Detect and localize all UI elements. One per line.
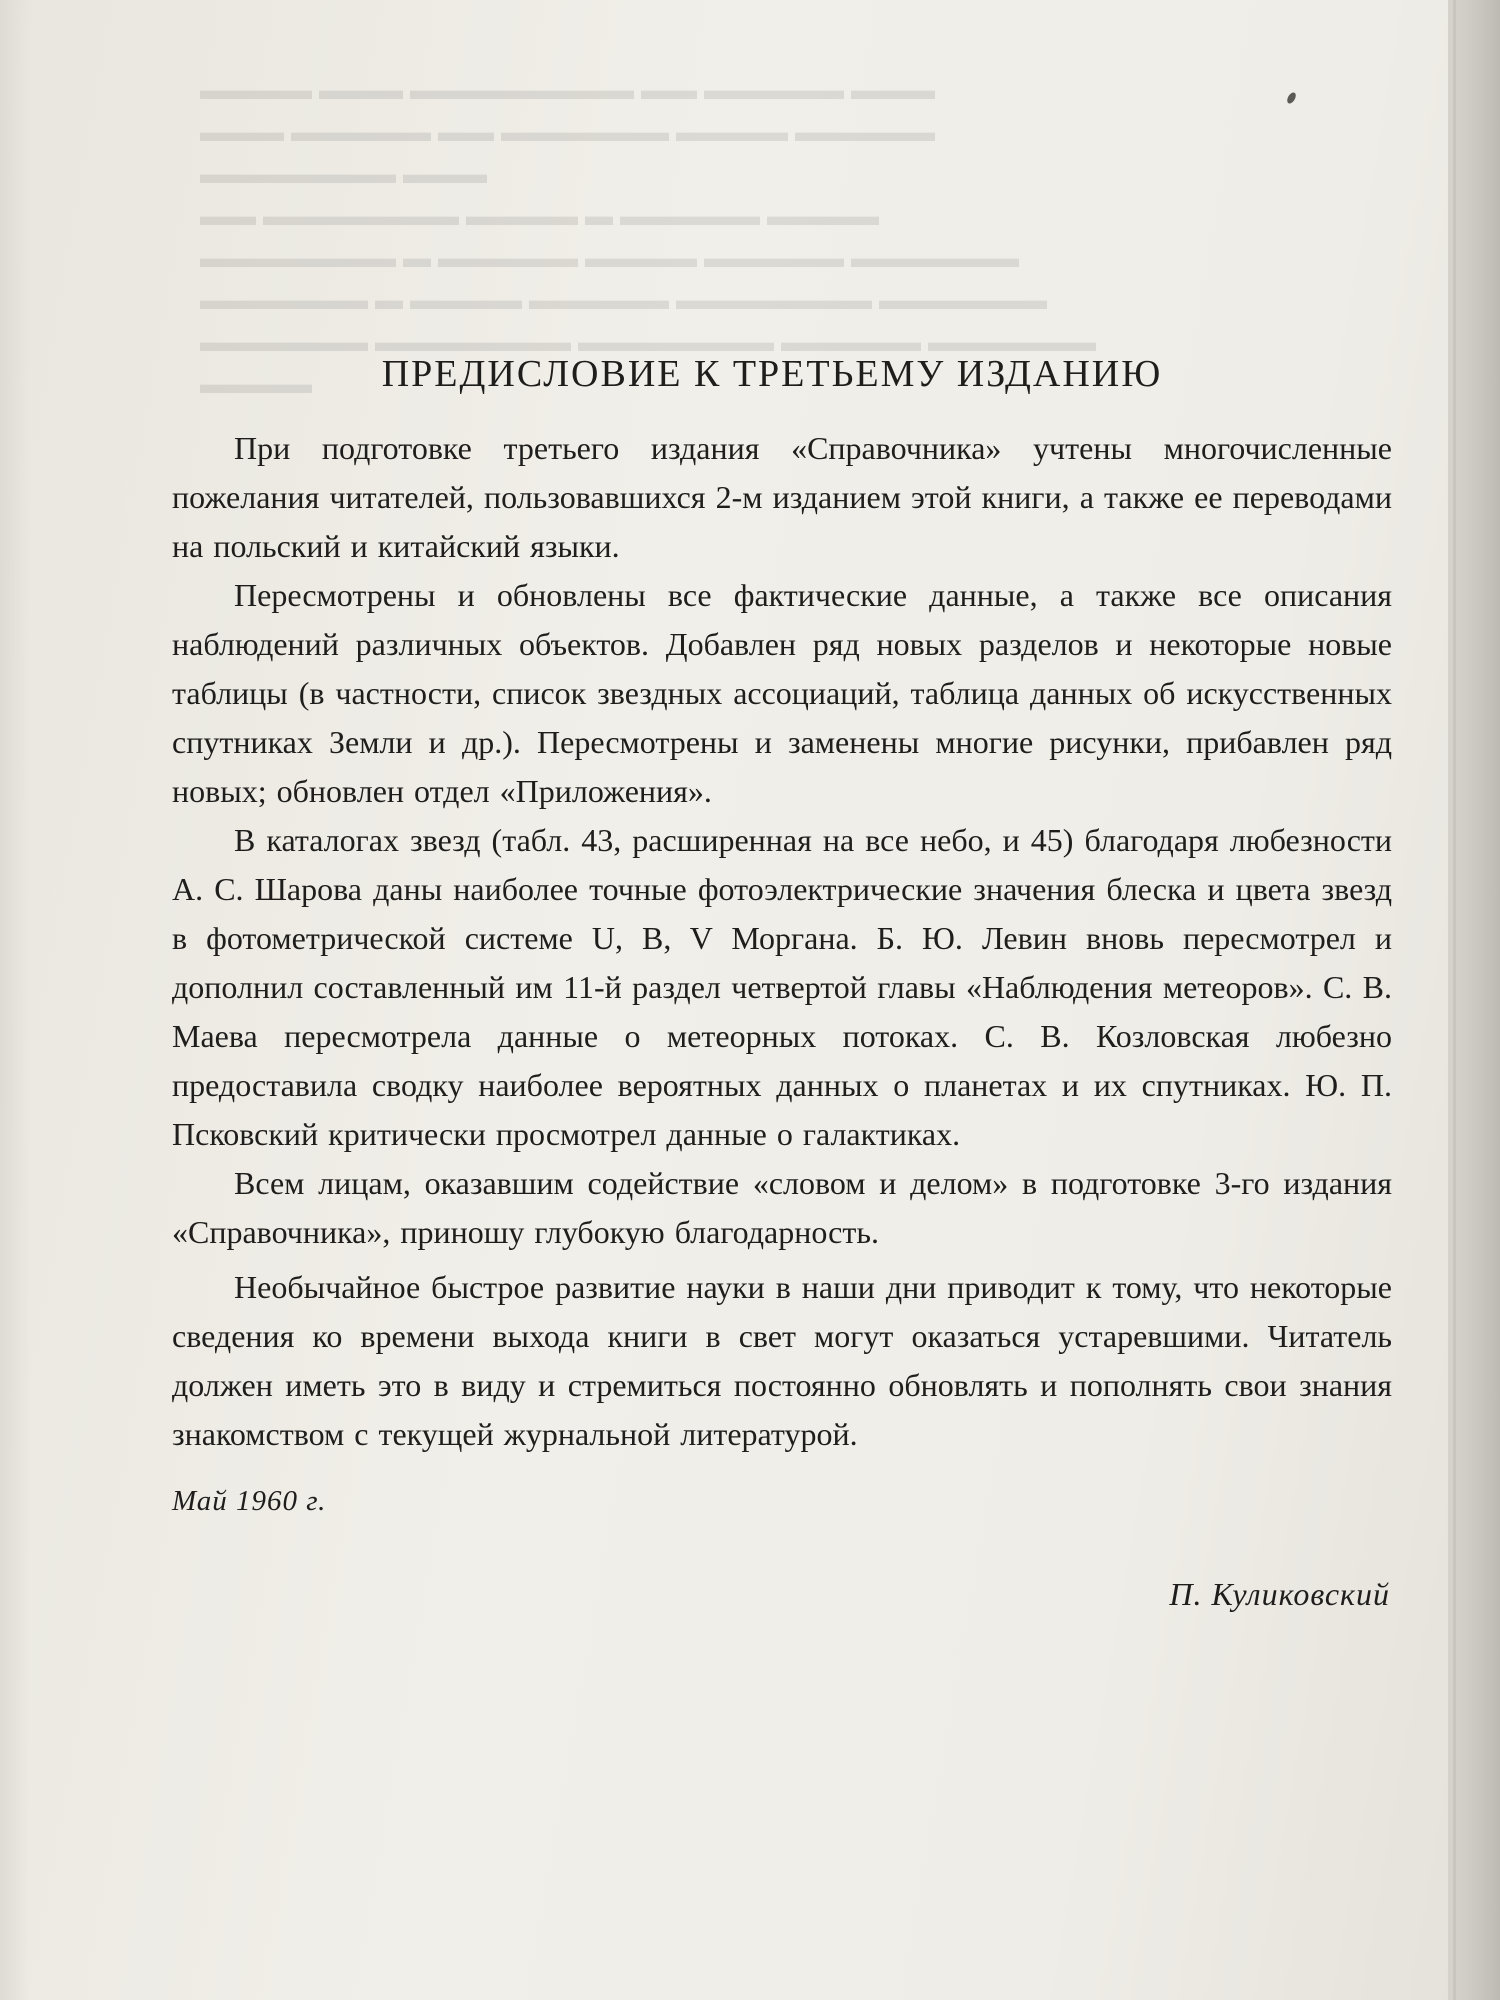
print-fleck	[1285, 91, 1297, 105]
paragraph-3: В каталогах звезд (табл. 43, расширенная на все небо, и 45) благодаря любезности А. С. Шарова даны наиболее точные фотоэлектрические значения блеска и цвета звезд в фотометрической системе U, B, V Моргана. Б. Ю. Левин вновь пересмотрел и дополнил составленный им 11-й раздел четвертой главы «Наблюдения метеоров». С. В. Маева пересмотрела данные о метеорных потоках. С. В. Козловская любезно предоставила сводку наиболее вероятных данных о планетах и их спутниках. Ю. П. Псковский критически просмотрел данные о галактиках.	[172, 822, 1392, 1152]
paragraph-4: Всем лицам, оказавшим содействие «словом и делом» в подготовке 3-го издания «Справочника», приношу глубокую благодарность.	[172, 1165, 1392, 1250]
reverse-side-show-through: ▬▬▬ ▬▬▬▬▬ ▬▬ ▬▬▬▬▬▬▬▬ ▬▬▬ ▬▬▬▬ ▬▬▬▬▬ ▬▬▬▬ ▬▬▬▬▬▬ ▬▬ ▬▬▬▬▬ ▬▬▬ ▬▬▬ ▬▬▬▬▬▬▬ ▬▬▬▬ ▬▬▬▬▬ ▬ ▬▬▬▬ ▬▬▬▬▬▬▬ ▬▬ ▬▬▬▬▬▬ ▬▬▬▬▬ ▬▬▬▬ ▬▬▬▬▬ ▬ ▬▬▬▬▬▬▬ ▬▬▬▬▬▬ ▬▬▬▬▬▬▬ ▬▬▬▬▬ ▬▬▬▬ ▬ ▬▬▬▬▬▬ ▬▬▬▬▬▬ ▬▬▬▬▬ ▬▬▬▬▬▬▬ ▬▬▬▬▬▬▬ ▬▬▬▬▬▬ ▬▬▬▬	[200, 75, 1096, 400]
paragraph-1: При подготовке третьего издания «Справочника» учтены многочисленные пожелания читателей, пользовавшихся 2-м изданием этой книги, а также ее переводами на польский и китайский языки.	[172, 430, 1392, 564]
page-title: ПРЕДИСЛОВИЕ К ТРЕТЬЕМУ ИЗДАНИЮ	[381, 353, 1163, 395]
paragraph-2: Пересмотрены и обновлены все фактические данные, а также все описания наблюдений различных объектов. Добавлен ряд новых разделов и некоторые новые таблицы (в частности, список звездных ассоциаций, таблица данных об искусственных спутниках Земли и др.). Пересмотрены и заменены многие рисунки, прибавлен ряд новых; обновлен отдел «Приложения».	[172, 577, 1392, 809]
preface-content	[172, 352, 1392, 1613]
page-gutter-shadow	[0, 0, 30, 2000]
paragraph-5: Необычайное быстрое развитие науки в наши дни приводит к тому, что некоторые сведения ко времени выхода книги в свет могут оказаться устаревшими. Читатель должен иметь это в виду и стремиться постоянно обновлять и пополнять свои знания знакомством с текущей журнальной литературой.	[172, 1269, 1392, 1452]
preface-date: Май 1960 г.	[172, 1485, 327, 1517]
page-edge-line	[1453, 0, 1456, 2000]
author-signature: П. Куликовский	[1169, 1576, 1390, 1612]
